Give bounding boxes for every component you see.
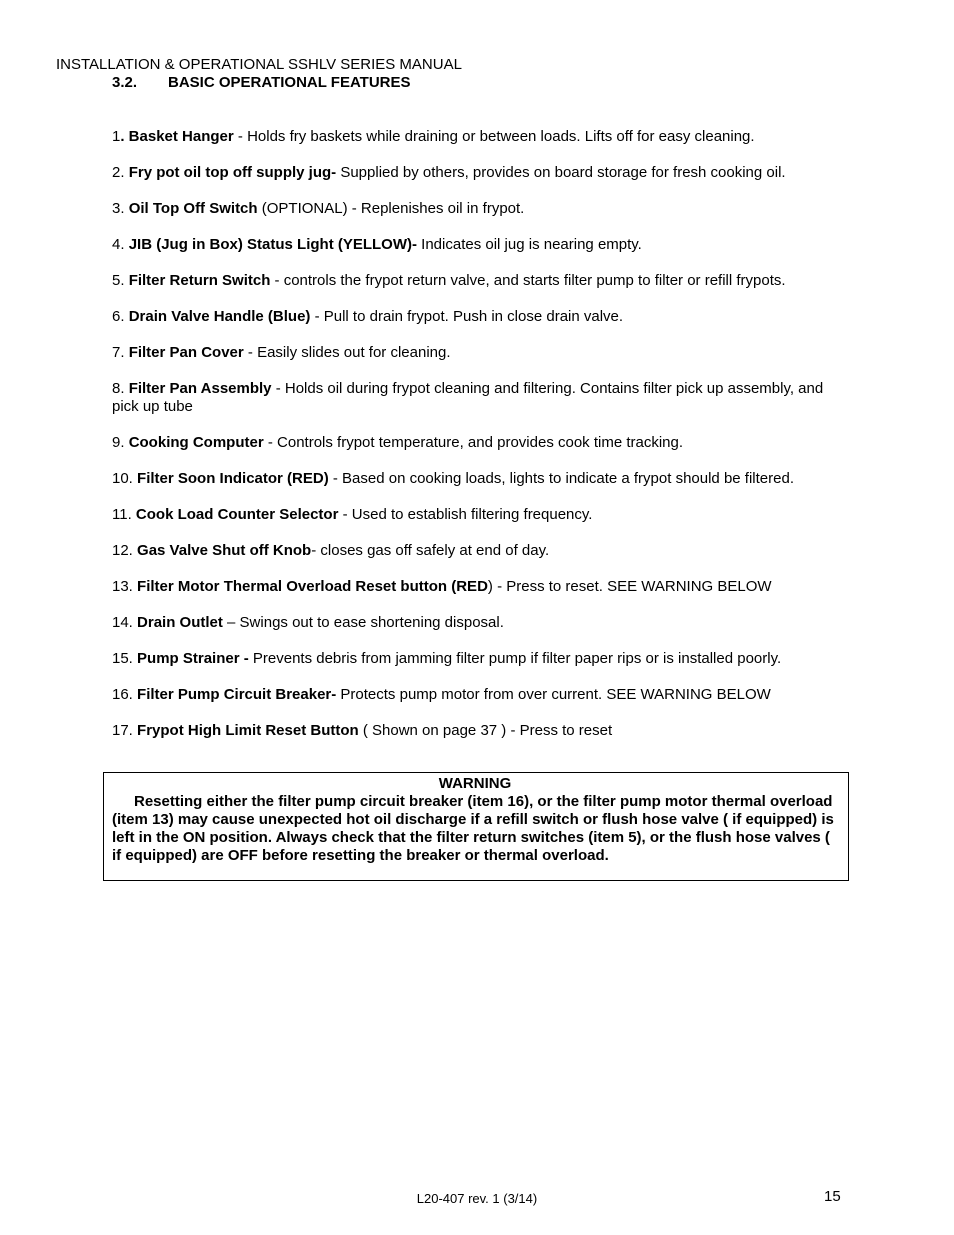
feature-label: Filter Pump Circuit Breaker- xyxy=(137,686,337,703)
feature-description: Supplied by others, provides on board storage for fresh cooking oil. xyxy=(336,164,786,181)
section-heading xyxy=(112,74,411,92)
feature-label: JIB (Jug in Box) Status Light (YELLOW)- xyxy=(128,236,417,253)
feature-number: 13. xyxy=(112,578,138,595)
page-number: 15 xyxy=(824,1188,841,1205)
feature-item-4 xyxy=(112,236,842,254)
feature-description: ) - Press to reset. SEE WARNING BELOW xyxy=(487,578,772,595)
feature-number: 8. xyxy=(112,380,129,397)
feature-item-7 xyxy=(112,344,842,362)
document-id: L20-407 rev. 1 (3/14) xyxy=(416,1191,538,1206)
feature-label: Drain Outlet xyxy=(137,614,223,631)
feature-item-12 xyxy=(112,542,842,560)
feature-item-5 xyxy=(112,272,842,290)
warning-title: WARNING xyxy=(438,775,512,792)
feature-number: 2. xyxy=(112,164,129,181)
feature-label: . Basket Hanger xyxy=(120,128,234,145)
feature-item-17 xyxy=(112,722,842,740)
feature-label: Cook Load Counter Selector xyxy=(135,506,339,523)
feature-number: 4. xyxy=(112,236,129,253)
feature-description: - Controls frypot temperature, and provides cook time tracking. xyxy=(263,434,684,451)
section-number: 3.2. xyxy=(112,74,138,91)
feature-item-9 xyxy=(112,434,842,452)
feature-number: 16. xyxy=(112,686,138,703)
feature-label: Drain Valve Handle (Blue) xyxy=(128,308,311,325)
feature-number: 10. xyxy=(112,470,138,487)
feature-item-13 xyxy=(112,578,842,596)
section-title: BASIC OPERATIONAL FEATURES xyxy=(168,74,411,91)
feature-item-16 xyxy=(112,686,842,704)
feature-item-15 xyxy=(112,650,842,668)
feature-item-1 xyxy=(112,128,842,146)
feature-description: Prevents debris from jamming filter pump if filter paper rips or is installed poorly. xyxy=(248,650,782,667)
feature-description: - Based on cooking loads, lights to indicate a frypot should be filtered. xyxy=(328,470,794,487)
feature-number: 11. xyxy=(112,506,136,523)
feature-number: 3. xyxy=(112,200,129,217)
warning-box xyxy=(103,772,849,881)
feature-description: - closes gas off safely at end of day. xyxy=(311,542,550,559)
feature-label: Frypot High Limit Reset Button xyxy=(137,722,359,739)
feature-number: 1 xyxy=(112,128,121,145)
feature-description: - Holds fry baskets while draining or between loads. Lifts off for easy cleaning. xyxy=(233,128,755,145)
feature-number: 17. xyxy=(112,722,138,739)
feature-label: Fry pot oil top off supply jug- xyxy=(128,164,337,181)
feature-item-10 xyxy=(112,470,842,488)
warning-text: Resetting either the filter pump circuit breaker (item 16), or the filter pump motor thermal overload (item 13) may cause unexpected hot oil discharge if a refill switch or flush hose valve ( if equipped) is left in the ON position. Always check that the filter return switches (item 5), or the flush hose valves ( if equipped) are OFF before resetting the breaker or thermal overload. xyxy=(112,793,834,864)
feature-description: Indicates oil jug is nearing empty. xyxy=(417,236,642,253)
feature-description: - controls the frypot return valve, and starts filter pump to filter or refill frypots. xyxy=(270,272,786,289)
feature-label: Cooking Computer xyxy=(128,434,264,451)
feature-item-11 xyxy=(112,506,842,524)
feature-description: - Holds oil during frypot cleaning and filtering. Contains filter pick up assembly, and pick up tube xyxy=(112,380,824,415)
feature-number: 9. xyxy=(112,434,129,451)
feature-number: 6. xyxy=(112,308,129,325)
feature-description: - Used to establish filtering frequency. xyxy=(338,506,593,523)
feature-number: 15. xyxy=(112,650,138,667)
feature-list xyxy=(112,128,842,758)
feature-item-8 xyxy=(112,380,842,416)
feature-label: Gas Valve Shut off Knob xyxy=(137,542,312,559)
feature-label: Filter Motor Thermal Overload Reset button (RED xyxy=(137,578,488,595)
feature-label: Filter Pan Assembly xyxy=(128,380,272,397)
feature-description: Protects pump motor from over current. SEE WARNING BELOW xyxy=(336,686,771,703)
feature-description: (OPTIONAL) - Replenishes oil in frypot. xyxy=(257,200,525,217)
feature-description: - Pull to drain frypot. Push in close drain valve. xyxy=(310,308,624,325)
feature-label: Filter Return Switch xyxy=(128,272,271,289)
feature-item-14 xyxy=(112,614,842,632)
feature-number: 5. xyxy=(112,272,129,289)
feature-number: 12. xyxy=(112,542,138,559)
feature-number: 14. xyxy=(112,614,138,631)
feature-label: Filter Soon Indicator (RED) xyxy=(137,470,329,487)
feature-number: 7. xyxy=(112,344,129,361)
feature-item-6 xyxy=(112,308,842,326)
feature-item-2 xyxy=(112,164,842,182)
feature-item-3 xyxy=(112,200,842,218)
feature-label: Pump Strainer - xyxy=(137,650,249,667)
feature-label: Filter Pan Cover xyxy=(128,344,244,361)
feature-description: - Easily slides out for cleaning. xyxy=(243,344,451,361)
feature-description: – Swings out to ease shortening disposal. xyxy=(222,614,504,631)
feature-description: ( Shown on page 37 ) - Press to reset xyxy=(358,722,613,739)
feature-label: Oil Top Off Switch xyxy=(128,200,258,217)
running-header: INSTALLATION & OPERATIONAL SSHLV SERIES MANUAL xyxy=(56,56,462,73)
